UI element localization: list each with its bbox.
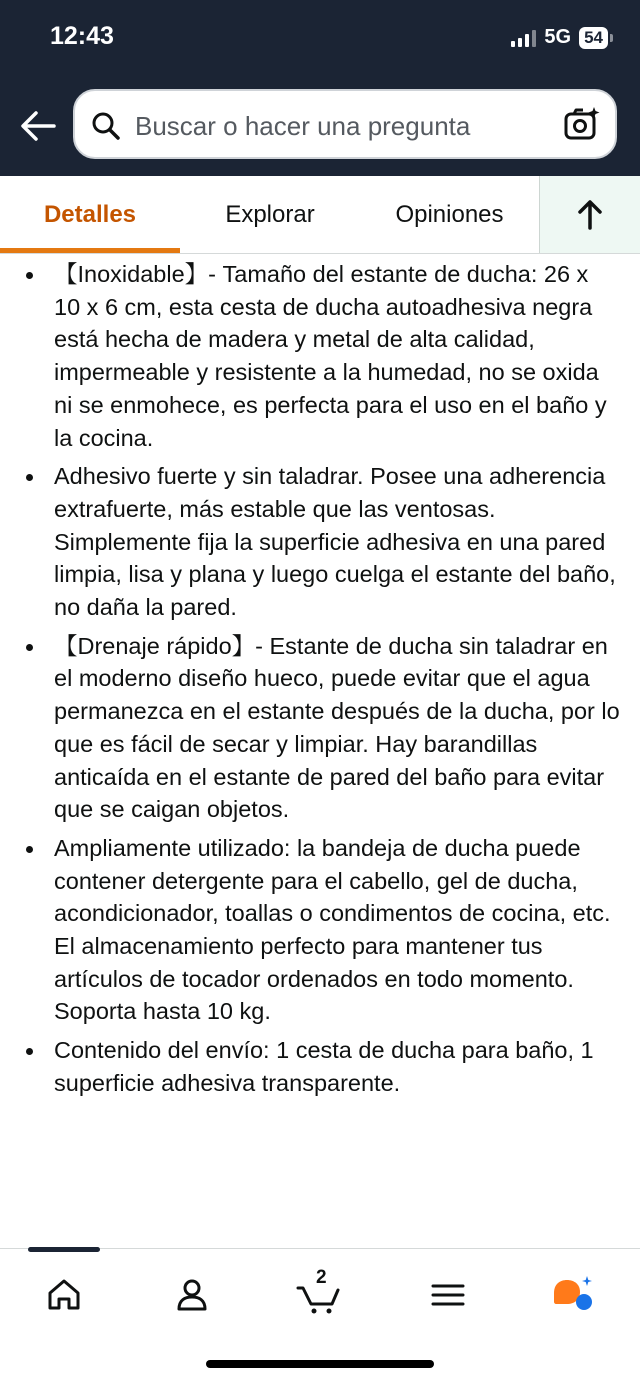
nav-active-indicator bbox=[28, 1247, 100, 1252]
person-icon bbox=[168, 1271, 216, 1319]
search-input[interactable] bbox=[73, 89, 617, 159]
cart-count: 2 bbox=[316, 1267, 327, 1288]
status-icons bbox=[511, 26, 608, 49]
network-type: 5G bbox=[544, 26, 572, 48]
menu-icon bbox=[424, 1271, 472, 1319]
camera-search-icon[interactable] bbox=[563, 105, 601, 143]
tab-explorar[interactable]: Explorar bbox=[225, 201, 315, 228]
rufus-assistant-icon bbox=[550, 1271, 598, 1319]
feature-list bbox=[0, 258, 640, 1100]
nav-home[interactable] bbox=[40, 1271, 88, 1319]
list-item: 【Inoxidable】- Tamaño del estante de ducha: 26 x 10 x 6 cm, esta cesta de ducha autoadhesiva negra está hecha de madera y metal de alta calidad, impermeable y resistente a la humedad, no se oxida ni se enmohece, es perfecta para el uso en el baño y la cocina. bbox=[0, 258, 640, 454]
home-indicator bbox=[206, 1360, 434, 1368]
nav-cart[interactable] bbox=[296, 1267, 344, 1319]
top-header bbox=[0, 0, 640, 176]
nav-menu[interactable] bbox=[424, 1271, 472, 1319]
nav-account[interactable] bbox=[168, 1271, 216, 1319]
scroll-to-top-button[interactable] bbox=[539, 176, 640, 253]
back-button[interactable] bbox=[18, 108, 58, 144]
search-icon bbox=[91, 111, 121, 141]
signal-icon bbox=[511, 29, 536, 47]
arrow-up-icon bbox=[540, 176, 640, 253]
list-item: Adhesivo fuerte y sin taladrar. Posee una adherencia extrafuerte, más estable que las ventosas. Simplemente fija la superficie adhesiva en una pared limpia, lisa y plana y luego cuelga el estante del baño, no daña la pared. bbox=[0, 460, 640, 624]
list-item: Ampliamente utilizado: la bandeja de ducha puede contener detergente para el cabello, gel de ducha, acondicionador, toallas o condimentos de cocina, etc. El almacenamiento perfecto para mantener tus artículos de tocador ordenados en todo momento. Soporta hasta 10 kg. bbox=[0, 832, 640, 1028]
list-item: 【Drenaje rápido】- Estante de ducha sin taladrar en el moderno diseño hueco, puede evitar que el agua permanezca en el estante después de la ducha, por lo que es fácil de secar y limpiar. Hay barandillas anticaída en el estante de pared del baño para evitar que se caigan objetos. bbox=[0, 630, 640, 826]
search-placeholder: Buscar o hacer una pregunta bbox=[135, 111, 471, 141]
list-item: Contenido del envío: 1 cesta de ducha para baño, 1 superficie adhesiva transparente. bbox=[0, 1034, 640, 1099]
arrow-left-icon bbox=[18, 108, 58, 144]
battery-icon: 54 bbox=[579, 27, 608, 49]
nav-rufus[interactable] bbox=[550, 1271, 598, 1319]
status-time: 12:43 bbox=[50, 22, 114, 50]
tab-opiniones[interactable]: Opiniones bbox=[395, 201, 504, 228]
tab-detalles[interactable]: Detalles bbox=[43, 201, 137, 228]
tab-divider bbox=[0, 253, 640, 254]
product-details bbox=[0, 258, 640, 1106]
home-icon bbox=[40, 1271, 88, 1319]
